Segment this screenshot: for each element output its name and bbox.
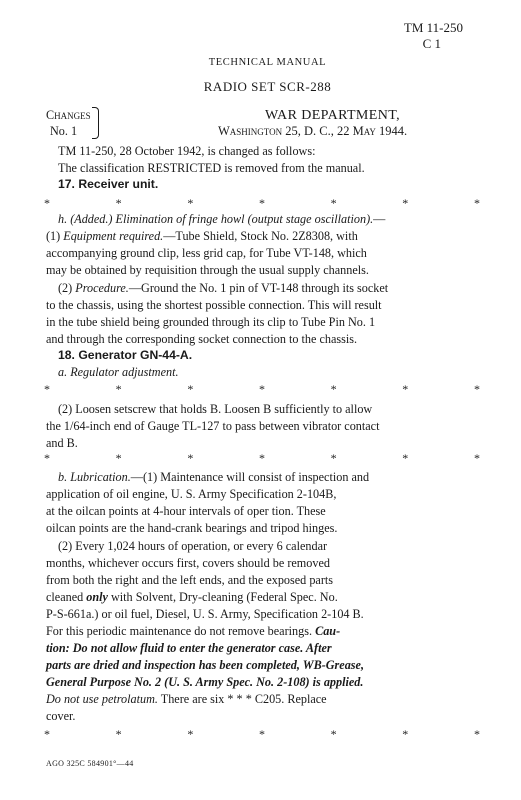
- only-emphasis: only: [86, 590, 108, 604]
- separator-star: *: [473, 196, 480, 210]
- department-name: WAR DEPARTMENT,: [265, 108, 401, 123]
- item-b2-line-4: [46, 589, 468, 606]
- separator-star: *: [330, 727, 337, 741]
- item-b-line-3: at the oilcan points at 4-hour intervals of oper tion. These: [46, 504, 326, 518]
- section-separator: [44, 452, 480, 464]
- item-b-label: b. Lubrication.: [58, 470, 131, 484]
- classification-line: The classification RESTRICTED is removed from the manual.: [58, 161, 365, 175]
- separator-star: *: [330, 196, 337, 210]
- item-h2-text: —Ground the No. 1 pin of VT-148 through its socket: [128, 281, 389, 295]
- separator-star: *: [115, 727, 122, 741]
- item-h2-line-4: and through the corresponding socket connection to the chassis.: [46, 332, 358, 346]
- separator-star: *: [258, 727, 265, 741]
- item-b-line-4: oilcan points are the hand-crank bearings and tripod hinges.: [46, 521, 338, 535]
- separator-star: *: [187, 451, 194, 465]
- changes-label: Changes: [46, 108, 91, 122]
- item-a2-line-1: (2) Loosen setscrew that holds B. Loosen B sufficiently to allow: [58, 402, 373, 416]
- last-line-text: There are six * * * C205. Replace: [157, 692, 327, 706]
- item-b2-line-2: months, whichever occurs first, covers should be removed: [46, 556, 330, 570]
- separator-star: *: [473, 727, 480, 741]
- intro-line: TM 11-250, 28 October 1942, is changed as follows:: [58, 144, 316, 158]
- item-h2-line-3: in the tube shield being grounded through its clip to Tube Pin No. 1: [46, 315, 376, 329]
- separator-star: *: [187, 196, 194, 210]
- item-b2-line-3: from both the right and the left ends, and the exposed parts: [46, 573, 334, 587]
- section-separator: [44, 197, 480, 209]
- item-b2-line-1: (2) Every 1,024 hours of operation, or every 6 calendar: [58, 539, 328, 553]
- separator-star: *: [187, 382, 194, 396]
- item-b2-line-6: [46, 623, 468, 640]
- page-title: RADIO SET SCR-288: [203, 79, 332, 94]
- caution-label: Cau-: [315, 624, 341, 638]
- separator-star: *: [44, 196, 50, 210]
- item-h1-number: (1): [46, 229, 61, 243]
- separator-star: *: [402, 451, 409, 465]
- separator-star: *: [44, 451, 50, 465]
- caution-line-1: tion: Do not allow fluid to enter the generator case. After: [46, 641, 332, 655]
- only-line-pre: cleaned: [46, 590, 87, 604]
- separator-star: *: [258, 451, 265, 465]
- item-h-dash: —: [373, 212, 386, 226]
- section-18-heading: 18. Generator GN-44-A.: [58, 348, 193, 362]
- item-h-prefix: h. (Added.): [58, 212, 113, 226]
- separator-star: *: [402, 727, 409, 741]
- item-h1-line-2: accompanying ground clip, less grid cap, for Tube VT-148, which: [46, 246, 367, 260]
- item-h2-label: Procedure.: [75, 281, 129, 295]
- item-a2-line-2: the 1/64-inch end of Gauge TL-127 to pass between vibrator contact: [46, 419, 380, 433]
- bearings-text: For this periodic maintenance do not remove bearings.: [46, 624, 313, 638]
- change-number: No. 1: [50, 124, 78, 138]
- item-b-line-1: [58, 469, 480, 486]
- separator-star: *: [473, 451, 480, 465]
- only-line-post: with Solvent, Dry-cleaning (Federal Spec. No.: [107, 590, 338, 604]
- separator-star: *: [258, 382, 265, 396]
- petrolatum-warning: Do not use petrolatum.: [46, 692, 158, 706]
- caution-line-2: parts are dried and inspection has been completed, WB-Grease,: [46, 658, 364, 672]
- separator-star: *: [330, 451, 337, 465]
- manual-label: TECHNICAL MANUAL: [208, 57, 327, 68]
- separator-star: *: [44, 727, 50, 741]
- separator-star: *: [115, 451, 122, 465]
- section-18-subheading-a: a. Regulator adjustment.: [58, 365, 179, 379]
- department-address: Washington 25, D. C., 22 May 1944.: [218, 124, 408, 138]
- separator-star: *: [115, 382, 122, 396]
- item-b2-last-line: [46, 691, 468, 708]
- item-h1-line-3: may be obtained by requisition through the usual supply channels.: [46, 263, 369, 277]
- item-b2-final: cover.: [46, 709, 76, 723]
- item-h2-line-1: [58, 280, 480, 297]
- separator-star: *: [473, 382, 480, 396]
- item-h1-text: —Tube Shield, Stock No. 2Z8308, with: [163, 229, 358, 243]
- caution-line-3: General Purpose No. 2 (U. S. Army Spec. No. 2-108) is applied.: [46, 675, 364, 689]
- item-h-title-line: [58, 211, 480, 228]
- change-code: C 1: [422, 36, 441, 51]
- item-h2-number: (2): [58, 281, 73, 295]
- item-h2-line-2: to the chassis, using the shortest possible connection. This will result: [46, 298, 382, 312]
- manual-number: TM 11-250: [403, 20, 463, 35]
- separator-star: *: [115, 196, 122, 210]
- separator-star: *: [402, 196, 409, 210]
- item-a2-line-3: and B.: [46, 436, 78, 450]
- separator-star: *: [258, 196, 265, 210]
- item-h-title: Elimination of fringe howl (output stage oscillation).: [115, 212, 374, 226]
- item-b2-line-5: P-S-661a.) or oil fuel, Diesel, U. S. Army, Specification 2-104 B.: [46, 607, 364, 621]
- item-h1-label: Equipment required.: [63, 229, 164, 243]
- section-separator: [44, 383, 480, 395]
- item-b-line-2: application of oil engine, U. S. Army Specification 2-104B,: [46, 487, 337, 501]
- section-separator: [44, 728, 480, 740]
- item-h1-line-1: [46, 228, 468, 245]
- changes-bracket: [92, 107, 99, 139]
- separator-star: *: [44, 382, 50, 396]
- print-footer: AGO 325C 584901°—44: [46, 759, 134, 768]
- separator-star: *: [402, 382, 409, 396]
- separator-star: *: [187, 727, 194, 741]
- separator-star: *: [330, 382, 337, 396]
- section-17-heading: 17. Receiver unit.: [58, 177, 159, 191]
- item-b-text: —(1) Maintenance will consist of inspection and: [130, 470, 370, 484]
